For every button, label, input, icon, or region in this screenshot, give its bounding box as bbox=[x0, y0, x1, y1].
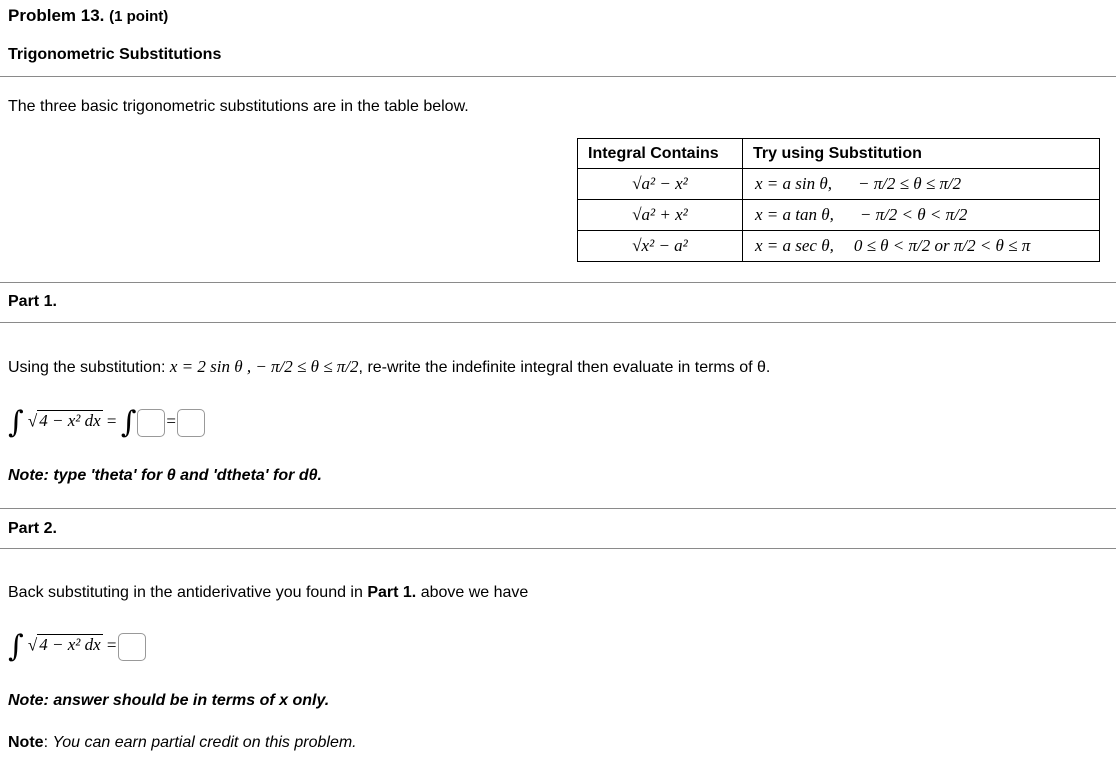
section-title: Trigonometric Substitutions bbox=[8, 46, 222, 63]
problem-title bbox=[8, 6, 168, 26]
integrand: 4 − x² dx bbox=[39, 411, 101, 431]
integrand-answer-input[interactable] bbox=[137, 409, 165, 437]
theta-range: − π/2 < θ < π/2 bbox=[859, 205, 968, 224]
table-row bbox=[578, 231, 1100, 262]
integral-sign: ∫ bbox=[8, 405, 24, 440]
note-label: Note bbox=[8, 734, 44, 751]
part2-equation: ∫ √ 4 − x² dx = bbox=[8, 629, 147, 664]
integrand: 4 − x² dx bbox=[39, 635, 101, 655]
part2-label: Part 2. bbox=[8, 520, 57, 537]
table-row bbox=[578, 200, 1100, 231]
table-cell-substitution bbox=[743, 200, 1100, 231]
intro-text: The three basic trigonometric substitutions are in the table below. bbox=[8, 98, 469, 115]
substitution-formula: x = a tan θ, bbox=[755, 205, 834, 224]
integral-sign: ∫ bbox=[8, 629, 24, 664]
part1-note: Note: type 'theta' for θ and 'dtheta' for dθ. bbox=[8, 467, 322, 484]
instruction-text: Using the substitution: bbox=[8, 359, 170, 376]
substitution-formula: x = a sin θ, bbox=[755, 174, 832, 193]
table-row bbox=[578, 169, 1100, 200]
theta-range: − π/2 ≤ θ ≤ π/2 bbox=[857, 174, 962, 193]
divider bbox=[0, 282, 1116, 283]
instruction-text: Back substituting in the antiderivative you found in bbox=[8, 584, 368, 601]
theta-range: 0 ≤ θ < π/2 or π/2 < θ ≤ π bbox=[853, 236, 1031, 255]
part1-equation: ∫ √ 4 − x² dx = ∫ = bbox=[8, 405, 206, 440]
substitution-table bbox=[577, 138, 1100, 262]
part1-instruction bbox=[8, 357, 770, 377]
antiderivative-answer-input[interactable] bbox=[177, 409, 205, 437]
table-header: Try using Substitution bbox=[743, 139, 1100, 169]
table-cell-substitution bbox=[743, 231, 1100, 262]
instruction-text: , re-write the indefinite integral then evaluate in terms of θ. bbox=[358, 359, 771, 376]
divider bbox=[0, 322, 1116, 323]
table-cell-integral: √a² + x² bbox=[578, 200, 743, 231]
part2-note: Note: answer should be in terms of x only. bbox=[8, 692, 330, 709]
part1-label: Part 1. bbox=[8, 293, 57, 310]
substitution-expression: x = 2 sin θ , − π/2 ≤ θ ≤ π/2 bbox=[169, 357, 359, 376]
note-text: You can earn partial credit on this problem. bbox=[52, 734, 357, 751]
partial-credit-note: Note: You can earn partial credit on this problem. bbox=[8, 734, 357, 751]
table-cell-integral: √a² − x² bbox=[578, 169, 743, 200]
part-reference: Part 1. bbox=[367, 584, 417, 601]
problem-number: Problem 13. bbox=[8, 6, 105, 25]
divider bbox=[0, 508, 1116, 509]
part2-instruction bbox=[8, 584, 528, 602]
instruction-text: above we have bbox=[416, 584, 529, 601]
problem-points: (1 point) bbox=[109, 8, 169, 25]
final-answer-input[interactable] bbox=[118, 633, 146, 661]
table-cell-integral: √x² − a² bbox=[578, 231, 743, 262]
divider bbox=[0, 76, 1116, 77]
substitution-formula: x = a sec θ, bbox=[755, 236, 834, 255]
table-header: Integral Contains bbox=[578, 139, 743, 169]
integral-sign: ∫ bbox=[120, 405, 137, 440]
divider bbox=[0, 548, 1116, 549]
table-cell-substitution bbox=[743, 169, 1100, 200]
table-header-row bbox=[578, 139, 1100, 169]
